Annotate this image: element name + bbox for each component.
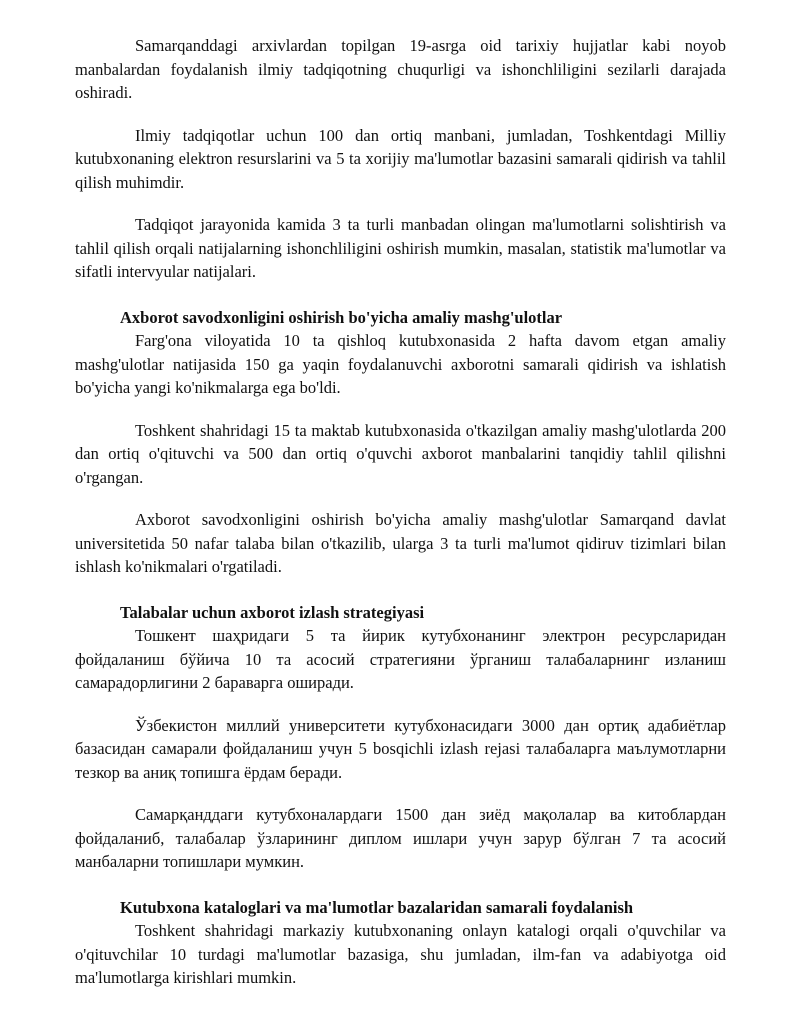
- paragraph-fergana-training: Farg'ona viloyatida 10 ta qishloq kutubxonasida 2 hafta davom etgan amaliy mashg'ulotlar natijasida 150 ga yaqin foydalanuvchi axborotni samarali qidirish va ishlatish bo'yicha yangi ko'nikmalarga ega bo'ldi.: [75, 331, 726, 397]
- paragraph-samarqand-archives: Samarqanddagi arxivlardan topilgan 19-asrga oid tarixiy hujjatlar kabi noyob manbalardan foydalanish ilmiy tadqiqotning chuqurligi va ishonchliligini sezilarli darajada oshiradi.: [75, 36, 726, 102]
- section-heading-search-strategy: Talabalar uchun axborot izlash strategiyasi: [120, 602, 425, 622]
- paragraph-samarkand-university: Axborot savodxonligini oshirish bo'yicha amaliy mashg'ulotlar Samarqand davlat universitetida 50 nafar talaba bilan o'tkazilib, ularga 3 ta turli ma'lumot qidiruv tizimlari bilan ishlash ko'nikmalari o'rgatiladi.: [75, 510, 726, 576]
- paragraph-research-sources: Ilmiy tadqiqotlar uchun 100 dan ortiq manbani, jumladan, Toshkentdagi Milliy kutubxonaning elektron resurslarini va 5 ta xorijiy ma'lumotlar bazasini samarali qidirish va tahlil qilish muhimdir.: [75, 125, 726, 192]
- paragraph-online-catalog: Toshkent shahridagi markaziy kutubxonaning onlayn katalogi orqali o'quvchilar va o'qituvchilar 10 turdagi ma'lumotlar bazasiga, shu jumladan, ilm-fan va adabiyotga oid ma'lumotlarga kirishlari mumkin.: [75, 921, 726, 987]
- paragraph-national-university: Ўзбекистон миллий университети кутубхонасидаги 3000 дан ортиқ адабиётлар базасидан самарали фойдаланиш учун 5 bosqichli izlash rejasi талабаларга маълумотларни тезкор ва аниқ топишга ёрдам беради.: [75, 715, 726, 782]
- paragraph-samarkand-libraries: Самарқанддаги кутубхоналардаги 1500 дан зиёд мақолалар ва китоблардан фойдаланиб, талабалар ўзларининг диплом ишлари учун зарур бўлган 7 та асосий манбаларни топишлари мумкин.: [75, 805, 726, 871]
- section-heading-catalogs-databases: Kutubxona kataloglari va ma'lumotlar bazalaridan samarali foydalanish: [120, 897, 634, 917]
- paragraph-tashkent-schools: Toshkent shahridagi 15 ta maktab kutubxonasida o'tkazilgan amaliy mashg'ulotlarda 200 dan ortiq o'qituvchi va 500 dan ortiq o'quvchi axborot manbalarini tanqidiy tahlil qilishni o'rgangan.: [75, 420, 726, 487]
- section-heading-information-literacy: Axborot savodxonligini oshirish bo'yicha amaliy mashg'ulotlar: [120, 307, 563, 327]
- paragraph-tashkent-libraries: Тошкент шаҳридаги 5 та йирик кутубхонанинг электрон ресурсларидан фойдаланиш бўйича 10 та асосий стратегияни ўрганиш талабаларнинг изланиш самарадорлигини 2 бараварга оширади.: [75, 626, 726, 692]
- document-page: [75, 34, 726, 990]
- paragraph-data-comparison: Tadqiqot jarayonida kamida 3 ta turli manbadan olingan ma'lumotlarni solishtirish va tahlil qilish orqali natijalarning ishonchliligini oshirish mumkin, masalan, statistik ma'lumotlar va sifatli intervyular natijalari.: [75, 215, 726, 281]
